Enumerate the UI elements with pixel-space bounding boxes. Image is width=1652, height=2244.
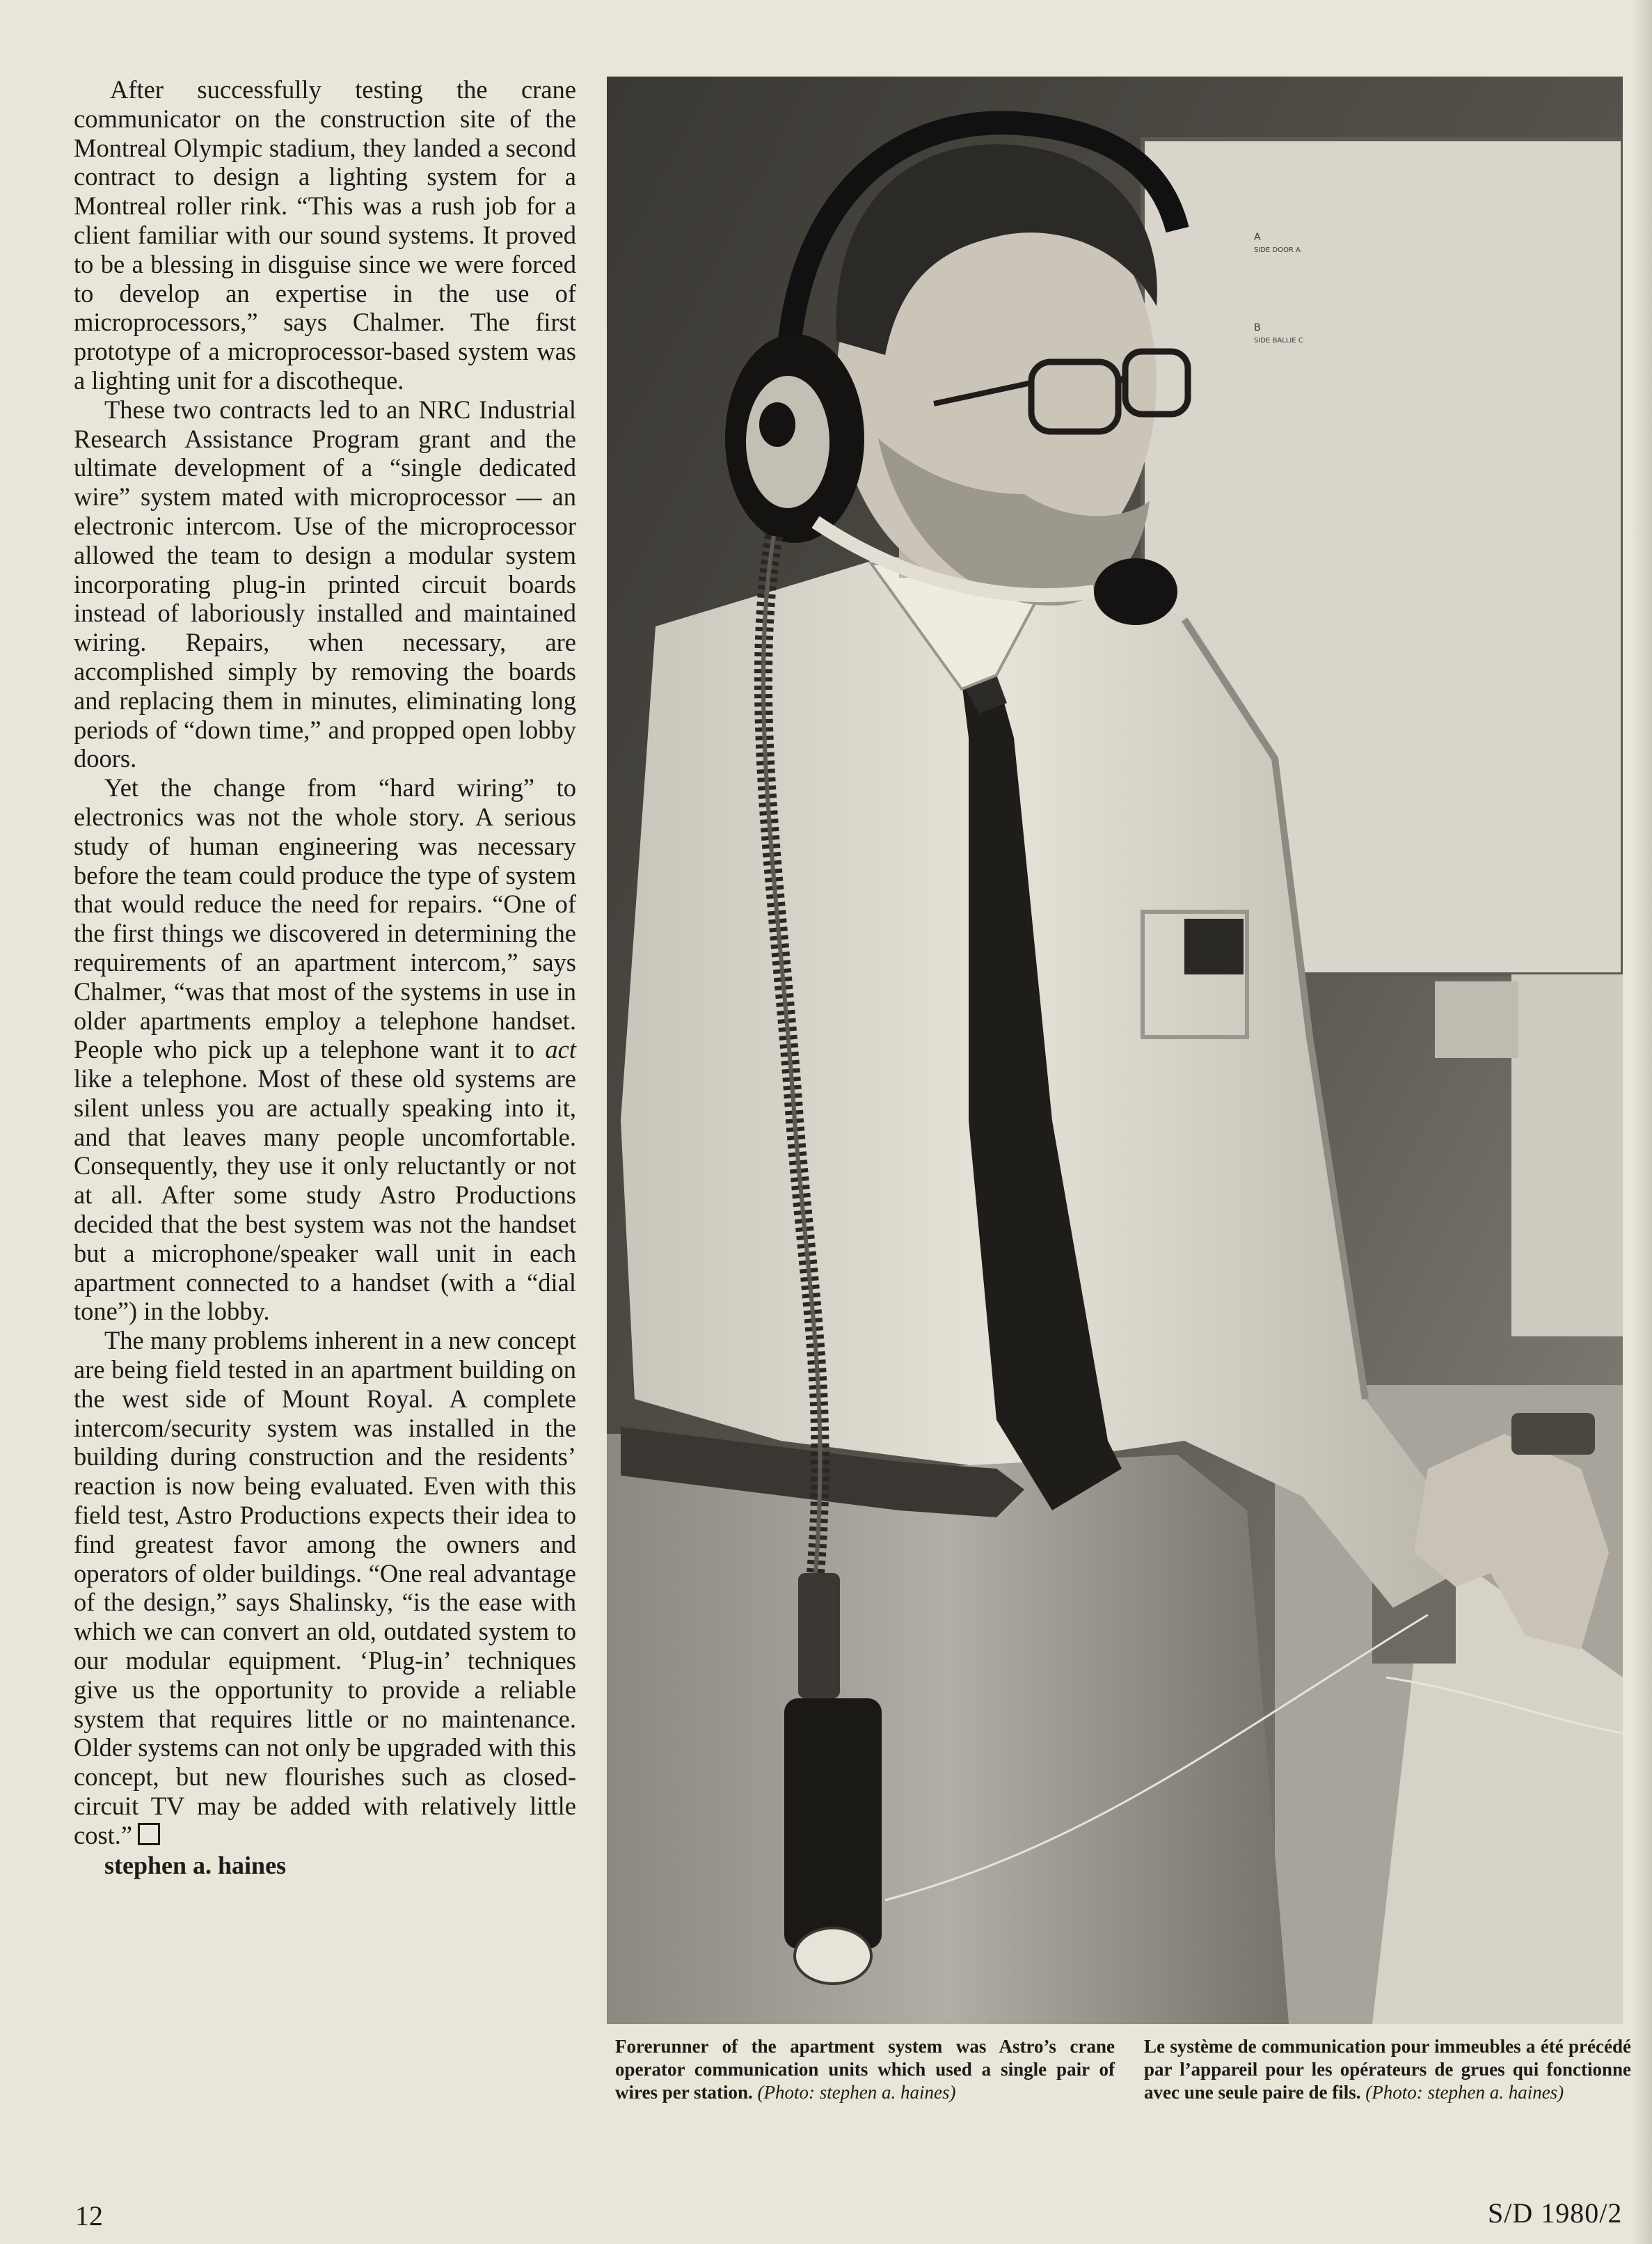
wall-note-2b: SIDE BALLIE C	[1254, 337, 1303, 345]
issue-label: S/D 1980/2	[1488, 2197, 1623, 2229]
caption-english-credit: (Photo: stephen a. haines)	[757, 2082, 956, 2103]
article-paragraph-1: After successfully testing the crane communicator on the construction site of the Montreal Olympic stadium, they landed a second contract to design a lighting system for a Montreal roller rink. “This was a rush job for a client familiar with our sound systems. It proved to be a blessing in disguise since we were forced to develop an expertise in the use of microprocessors,” says Chalmer. The first prototype of a microprocessor-based system was a lighting unit for a discotheque.	[74, 75, 576, 395]
photo-caption-french	[1144, 2035, 1631, 2104]
photograph	[607, 77, 1623, 2024]
photo-caption-english	[615, 2035, 1115, 2104]
paragraph-3-text-b: like a telephone. Most of these old systems are silent unless you are actually speaking into it, and that leaves many people uncomfortable. Consequently, they use it only reluctantly or not at all. After some study Astro Productions decided that the best system was not the handset but a microphone/speaker wall unit in each apartment connected to a handset (with a “dial tone”) in the lobby.	[74, 1064, 576, 1326]
paragraph-3-emphasis: act	[545, 1035, 576, 1064]
wall-note-1a: A	[1254, 232, 1261, 243]
caption-french-credit: (Photo: stephen a. haines)	[1365, 2082, 1564, 2103]
article-paragraph-2: These two contracts led to an NRC Industrial Research Assistance Program grant and the ultimate development of a “single dedicated wire” system mated with microprocessor — an electronic intercom. Use of the microprocessor allowed the team to design a modular system incorporating plug-in printed circuit boards instead of laboriously installed and maintained wiring. Repairs, when necessary, are accomplished simply by removing the boards and replacing them in minutes, eliminating long periods of “down time,” and propped open lobby doors.	[74, 395, 576, 773]
page-number: 12	[75, 2200, 103, 2231]
article-paragraph-4	[74, 1326, 576, 1849]
photo-illustration	[607, 77, 1623, 2024]
author-byline: stephen a. haines	[104, 1851, 287, 1879]
caption-english-text: Forerunner of the apartment system was Astro’s crane operator communication units which used a single pair of wires per station.	[615, 2036, 1115, 2103]
article-column	[74, 75, 576, 1881]
caption-french-text: Le système de communication pour immeubles a été précédé par l’appareil pour les opérateurs de grues qui fonctionne avec une seule paire de fils.	[1144, 2036, 1631, 2103]
end-mark-icon	[138, 1823, 160, 1845]
paragraph-3-text-a: Yet the change from “hard wiring” to electronics was not the whole story. A serious study of human engineering was necessary before the team could produce the type of system that would reduce the need for repairs. “One of the first things we discovered in determining the requirements of an apartment intercom,” says Chalmer, “was that most of the systems in use in older apartments employ a telephone handset. People who pick up a telephone want it to	[74, 773, 576, 1064]
wall-note-1b: SIDE DOOR A	[1254, 246, 1301, 254]
page-gutter-shadow	[1631, 0, 1652, 2244]
wall-note-2a: B	[1254, 322, 1261, 333]
paragraph-4-text: The many problems inherent in a new concept are being field tested in an apartment building on the west side of Mount Royal. A complete intercom/security system was installed in the building during construction and the residents’ reaction is now being evaluated. Even with this field test, Astro Productions expects their idea to find greatest favor among the owners and operators of older buildings. “One real advantage of the design,” says Shalinsky, “is the ease with which we can convert an old, outdated system to our modular equipment. ‘Plug-in’ techniques give us the opportunity to provide a reliable system that requires little or no maintenance. Older systems can not only be upgraded with this concept, but new flourishes such as closed-circuit TV may be added with relatively little cost.”	[74, 1326, 576, 1849]
article-paragraph-3	[74, 773, 576, 1326]
